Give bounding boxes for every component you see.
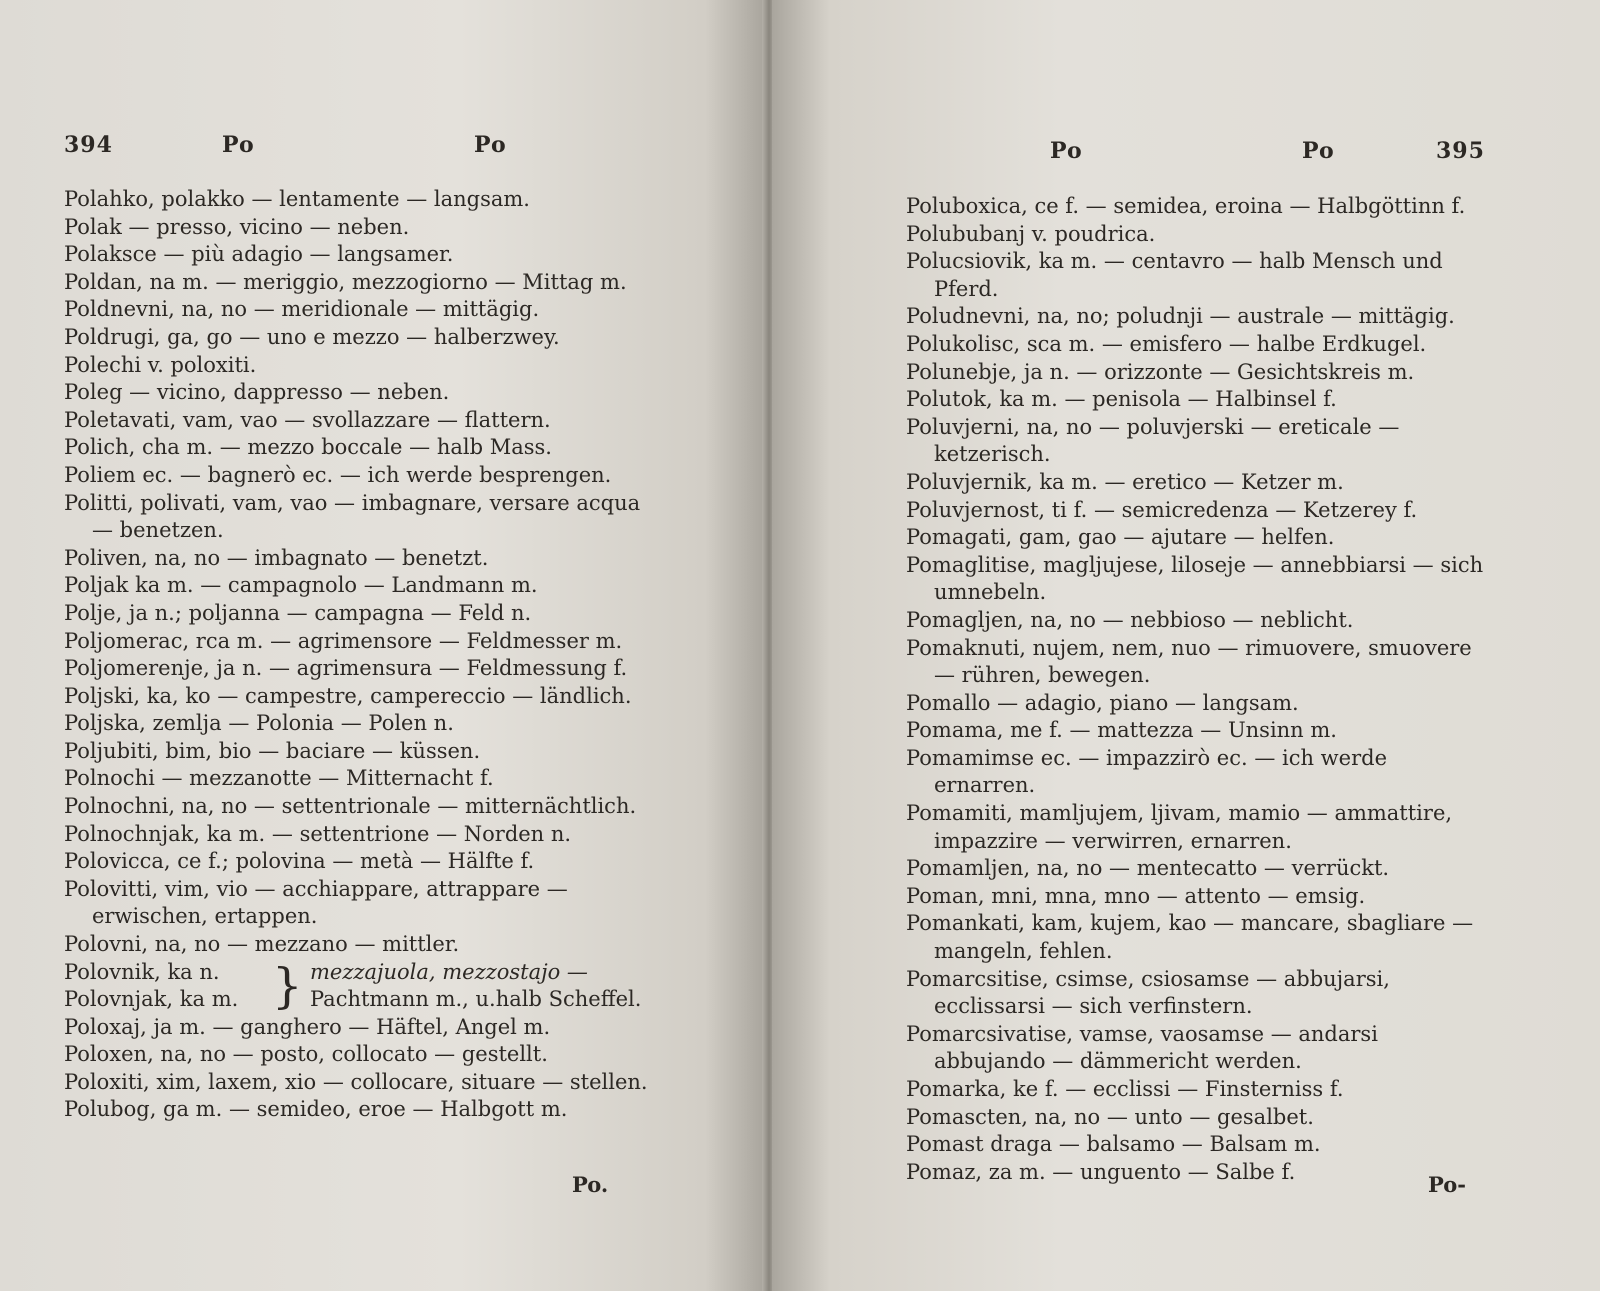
dictionary-entry: Poljomerac, rca m. — agrimensore — Feldmesser m. xyxy=(64,628,623,653)
dictionary-entry: Poluvjernik, ka m. — eretico — Ketzer m. xyxy=(906,469,1344,494)
catchword-left: Po. xyxy=(572,1172,609,1197)
dictionary-entry: Poljomerenje, ja n. — agrimensura — Feldmessung f. xyxy=(64,656,628,681)
dictionary-entry: Poloxen, na, no — posto, collocato — gestellt. xyxy=(64,1042,548,1067)
dictionary-entry: Pomarka, ke f. — ecclissi — Finsterniss f. xyxy=(906,1077,1344,1101)
dictionary-entry: Poludnevni, na, no; poludnji — australe — mittägig. xyxy=(906,304,1455,329)
dictionary-entry: Poletavati, vam, vao — svollazzare — flattern. xyxy=(64,407,551,432)
catchword-right: Po- xyxy=(1428,1172,1466,1197)
dictionary-entry: Pomamiti, mamljujem, ljivam, mamio — ammattire, impazzire — verwirren, ernarren. xyxy=(906,801,1453,853)
dictionary-entry: Polaksce — più adagio — langsamer. xyxy=(64,242,454,267)
dictionary-entry: Poldrugi, ga, go — uno e mezzo — halberzwey. xyxy=(64,324,560,349)
dictionary-entry: Poloxaj, ja m. — ganghero — Häftel, Angel m. xyxy=(64,1014,551,1039)
dictionary-entry: Pomarcsitise, csimse, csiosamse — abbujarsi, ecclissarsi — sich verfinstern. xyxy=(906,966,1390,1019)
dictionary-entry: Pomankati, kam, kujem, kao — mancare, sbagliare — mangeln, fehlen. xyxy=(906,911,1474,964)
dictionary-entry: Pomallo — adagio, piano — langsam. xyxy=(906,690,1299,715)
dictionary-entry: Poliem ec. — bagnerò ec. — ich werde besprengen. xyxy=(64,462,612,487)
page-number-right: 395 xyxy=(1436,138,1485,164)
right-page xyxy=(772,0,1600,1291)
dictionary-entry: Pomagljen, na, no — nebbioso — neblicht. xyxy=(906,607,1354,632)
dictionary-entry: Polnochni, na, no — settentrionale — mitternächtlich. xyxy=(64,794,637,819)
dictionary-entries-right xyxy=(906,193,1486,1186)
dictionary-entry: Polubog, ga m. — semideo, eroe — Halbgott m. xyxy=(64,1097,568,1122)
dictionary-entry: Polechi v. poloxiti. xyxy=(64,352,257,377)
dictionary-entry: Polahko, polakko — lentamente — langsam. xyxy=(64,187,530,211)
dictionary-entry: Polnochi — mezzanotte — Mitternacht f. xyxy=(64,766,494,791)
dictionary-entry: Polak — presso, vicino — neben. xyxy=(64,214,410,239)
dictionary-entry: Poleg — vicino, dappresso — neben. xyxy=(64,380,450,405)
bracket-translation-german: Pachtmann m., u.halb Scheffel. xyxy=(310,987,642,1012)
dictionary-entry: Polububanj v. poudrica. xyxy=(906,221,1156,246)
dictionary-entry: Poloxiti, xim, laxem, xio — collocare, situare — stellen. xyxy=(64,1069,648,1094)
bracket-translation-italian: mezzajuola, mezzostajo — xyxy=(310,959,588,984)
dictionary-entry: Poluvjerni, na, no — poluvjerski — ereticale — ketzerisch. xyxy=(906,414,1400,467)
dictionary-entry: Pomamljen, na, no — mentecatto — verrückt. xyxy=(906,856,1390,881)
dictionary-entry: Poljubiti, bim, bio — baciare — küssen. xyxy=(64,738,481,763)
dictionary-entry: Pomagati, gam, gao — ajutare — helfen. xyxy=(906,525,1335,550)
dictionary-entry: Pomast draga — balsamo — Balsam m. xyxy=(906,1132,1321,1157)
bracketed-entry-group xyxy=(64,959,654,1014)
dictionary-entry: Polovni, na, no — mezzano — mittler. xyxy=(64,932,460,957)
bracket-headword-2: Polovnjak, ka m. xyxy=(64,987,239,1012)
dictionary-entry: Polutok, ka m. — penisola — Halbinsel f. xyxy=(906,387,1337,412)
page-number-left: 394 xyxy=(64,132,113,158)
dictionary-entry: Poljski, ka, ko — campestre, campereccio — ländlich. xyxy=(64,683,632,708)
running-head-left-1: Po xyxy=(222,132,255,158)
dictionary-entry: Poluboxica, ce f. — semidea, eroina — Halbgöttinn f. xyxy=(906,194,1466,218)
bracket-headword-1: Polovnik, ka n. xyxy=(64,959,220,984)
bracket-translation xyxy=(310,959,641,1014)
dictionary-entry: Pomaz, za m. — unguento — Salbe f. xyxy=(906,1159,1296,1184)
running-head-left-2: Po xyxy=(474,132,507,158)
dictionary-entry: Pomamimse ec. — impazzirò ec. — ich werde ernarren. xyxy=(906,745,1387,798)
dictionary-entry: Pomama, me f. — mattezza — Unsinn m. xyxy=(906,718,1337,743)
dictionary-entry: Politti, polivati, vam, vao — imbagnare, versare acqua — benetzen. xyxy=(64,490,641,543)
bracket-brace: } xyxy=(272,957,303,1014)
running-head-right-1: Po xyxy=(1050,138,1083,164)
running-head-right-2: Po xyxy=(1302,138,1335,164)
dictionary-entry: Pomarcsivatise, vamse, vaosamse — andarsi abbujando — dämmericht werden. xyxy=(906,1021,1378,1074)
dictionary-entry: Polovitti, vim, vio — acchiappare, attrappare — erwischen, ertappen. xyxy=(64,876,568,929)
dictionary-entry: Poliven, na, no — imbagnato — benetzt. xyxy=(64,545,489,570)
dictionary-entry: Poljak ka m. — campagnolo — Landmann m. xyxy=(64,573,538,598)
dictionary-entry: Polukolisc, sca m. — emisfero — halbe Erdkugel. xyxy=(906,331,1427,356)
dictionary-entry: Polje, ja n.; poljanna — campagna — Feld n. xyxy=(64,600,532,625)
dictionary-entry: Pomaglitise, magljujese, liloseje — annebbiarsi — sich umnebeln. xyxy=(906,552,1484,605)
dictionary-entry: Poman, mni, mna, mno — attento — emsig. xyxy=(906,883,1366,908)
dictionary-entry: Poldnevni, na, no — meridionale — mittägig. xyxy=(64,297,540,322)
dictionary-entry: Poluvjernost, ti f. — semicredenza — Ketzerey f. xyxy=(906,497,1418,522)
left-page xyxy=(0,0,766,1291)
dictionary-entry: Poljska, zemlja — Polonia — Polen n. xyxy=(64,711,454,736)
dictionary-entry: Polnochnjak, ka m. — settentrione — Norden n. xyxy=(64,821,572,846)
dictionary-entries-left xyxy=(64,186,654,1124)
dictionary-entry: Poldan, na m. — meriggio, mezzogiorno — Mittag m. xyxy=(64,269,627,294)
dictionary-entry: Polovicca, ce f.; polovina — metà — Hälfte f. xyxy=(64,849,535,874)
dictionary-entry: Polunebje, ja n. — orizzonte — Gesichtskreis m. xyxy=(906,359,1415,384)
dictionary-entry: Polich, cha m. — mezzo boccale — halb Mass. xyxy=(64,435,552,460)
dictionary-entry: Pomascten, na, no — unto — gesalbet. xyxy=(906,1104,1314,1129)
dictionary-entry: Pomaknuti, nujem, nem, nuo — rimuovere, smuovere — rühren, bewegen. xyxy=(906,635,1472,688)
dictionary-entry: Polucsiovik, ka m. — centavro — halb Mensch und Pferd. xyxy=(906,249,1443,301)
